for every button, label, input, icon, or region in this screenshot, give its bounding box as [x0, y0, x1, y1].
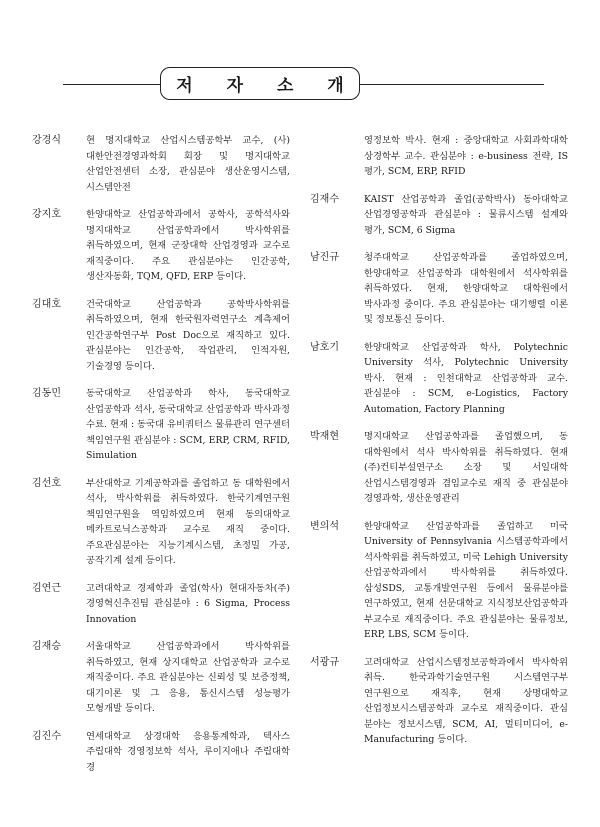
author-entry: [32, 207, 290, 285]
author-bio: 고려대학교 경제학과 졸업(학사) 현대자동차(주) 경영혁신추진팀 관심분야 : 6 Sigma, Process Innovation: [86, 582, 290, 625]
author-bio: 동국대학교 산업공학과 학사, 동국대학교 산업공학과 석사, 동국대학교 산업공학과 박사과정 수료. 현재 : 동국대 유비쿼터스 물류관리 연구센터 책임연구원 관심분야 : SCM, ERP, CRM, RFID, Simulation: [86, 388, 290, 461]
author-name: 남호기: [310, 341, 339, 353]
author-entry: [32, 386, 290, 464]
author-bio: 현 명지대학교 산업시스템공학부 교수, (사)대한안전경영과학회 회장 및 명지대학교 산업안전센터 소장, 관심분야 생산운영시스템, 시스템안전: [86, 135, 290, 193]
author-name: 김재수: [310, 193, 339, 205]
author-bio: 영정보학 박사. 현재 : 중앙대학교 사회과학대학 상경학부 교수. 관심분야 : e-business 전략, IS 평가, SCM, ERP, RFID: [364, 135, 568, 177]
author-name: 김재승: [32, 641, 61, 652]
author-entry: [310, 519, 568, 643]
author-entry: [32, 297, 290, 375]
author-bio: 명지대학교 산업공학과를 졸업했으며, 동 대학원에서 석사 박사학위를 취득하였다. 현재 (주)컨티부설연구소 소장 및 서일대학 산업시스템경영과 겸임교수로 재직 중 관심분야 경영과학, 생산운영관리: [364, 431, 568, 504]
author-bio: 건국대학교 산업공학과 공학박사학위를 취득하였으며, 현재 한국원자력연구소 계측제어 인간공학연구부 Post Doc으로 재직하고 있다. 관심분야는 인간공학, 작업관리, 인적자원, 기술경영 등이다.: [86, 298, 290, 372]
author-bio: 청주대학교 산업공학과를 졸업하였으며, 한양대학교 산업공학과 대학원에서 석사학위를 취득하였다. 현재, 한양대학교 대학원에서 박사과정 중이다. 주요 관심분야는 대기행렬 이론 및 정보통신 등이다.: [364, 252, 568, 325]
author-name: 김선호: [32, 477, 61, 489]
author-bio: 서울대학교 산업공학과에서 박사학위를 취득하였고, 현재 상지대학교 산업공학과 교수로 재직중이다. 주요 관심분야는 신뢰성 및 보증정책, 대기이론 및 그 응용, 통신시스템 성능평가 모형개발 등이다.: [86, 641, 290, 714]
author-bio: KAIST 산업공학과 졸업(공학박사) 동아대학교 산업경영공학과 관심분야 : 물류시스템 설계와 평가, SCM, 6 Sigma: [364, 193, 568, 236]
author-name: 김진수: [32, 730, 61, 742]
author-name: 서광규: [310, 656, 339, 668]
author-entry: [310, 192, 568, 239]
author-bio: 부산대학교 기계공학과를 졸업하고 동 대학원에서 석사, 박사학위를 취득하였다. 한국기계연구원 책임연구원을 역임하였으며 현재 동의대학교 메카트로닉스공학과 교수로 재직 중이다. 주요관심분야는 지능기계시스템, 초정밀 가공, 공작기계 설계 등이다.: [86, 477, 290, 566]
author-entry: [32, 476, 290, 569]
author-name: 김대호: [32, 298, 61, 310]
author-entry: [32, 581, 290, 628]
author-bio: 연세대학교 상경대학 응용통계학과, 텍사스 주립대학 경영정보학 석사, 루이지애나 주립대학 경: [86, 730, 290, 773]
author-bio: 고려대학교 산업시스템정보공학과에서 박사학위 취득. 한국과학기술연구원 시스템연구부 연구원으로 재직후, 현재 상명대학교 산업정보시스템공학과 교수로 재직중이다. 관심 분야는 정보시스템, SCM, AI, 멀티미디어, e-Manufacturing 등이다.: [364, 656, 568, 745]
author-entry-continued: [310, 133, 568, 180]
author-entry: [310, 340, 568, 418]
author-entry: [32, 639, 290, 717]
author-entry: [32, 133, 290, 195]
author-entry: [310, 655, 568, 748]
left-column: [32, 133, 290, 775]
author-name: 김동민: [32, 388, 61, 399]
author-name: 남진규: [310, 252, 339, 263]
author-name: 김연근: [32, 582, 61, 594]
author-bio: 한양대학교 산업공학과 학사, Polytechnic University 석사, Polytechnic University 박사. 현재 : 인천대학교 산업공학과 교수. 관심분야 : SCM, e-Logistics, Factory Automation, Factory Planning: [364, 341, 568, 415]
author-bio: 한양대학교 산업공학과에서 공학사, 공학석사와 명지대학교 산업공학과에서 박사학위를 취득하였으며, 현재 군장대학 산업경영과 교수로 재직중이다. 주요 관심분야는 인간공학, 생산자동화, TQM, QFD, ERP 등이다.: [86, 209, 290, 282]
author-entry: [310, 250, 568, 328]
page-title: 저 자 소 개: [160, 67, 360, 100]
author-entry: [32, 729, 290, 776]
author-name: 강지호: [32, 209, 61, 220]
author-name: 강경식: [32, 135, 61, 146]
author-name: 변의석: [310, 520, 339, 532]
author-entry: [310, 429, 568, 507]
author-bio: 한양대학교 산업공학과를 졸업하고 미국 University of Pennsylvania 시스템공학과에서 석사학위를 취득하였고, 미국 Lehigh University 산업공학과에서 박사학위를 취득하였다. 삼성SDS, 교통개발연구원 등에서 물류분야를 연구하였고, 현재 선문대학교 지식정보산업공학과 부교수로 재직중이다. 주요 관심분야는 물류정보, ERP, LBS, SCM 등이다.: [364, 520, 568, 640]
right-column: [310, 133, 568, 748]
author-name: 박재현: [310, 431, 339, 442]
